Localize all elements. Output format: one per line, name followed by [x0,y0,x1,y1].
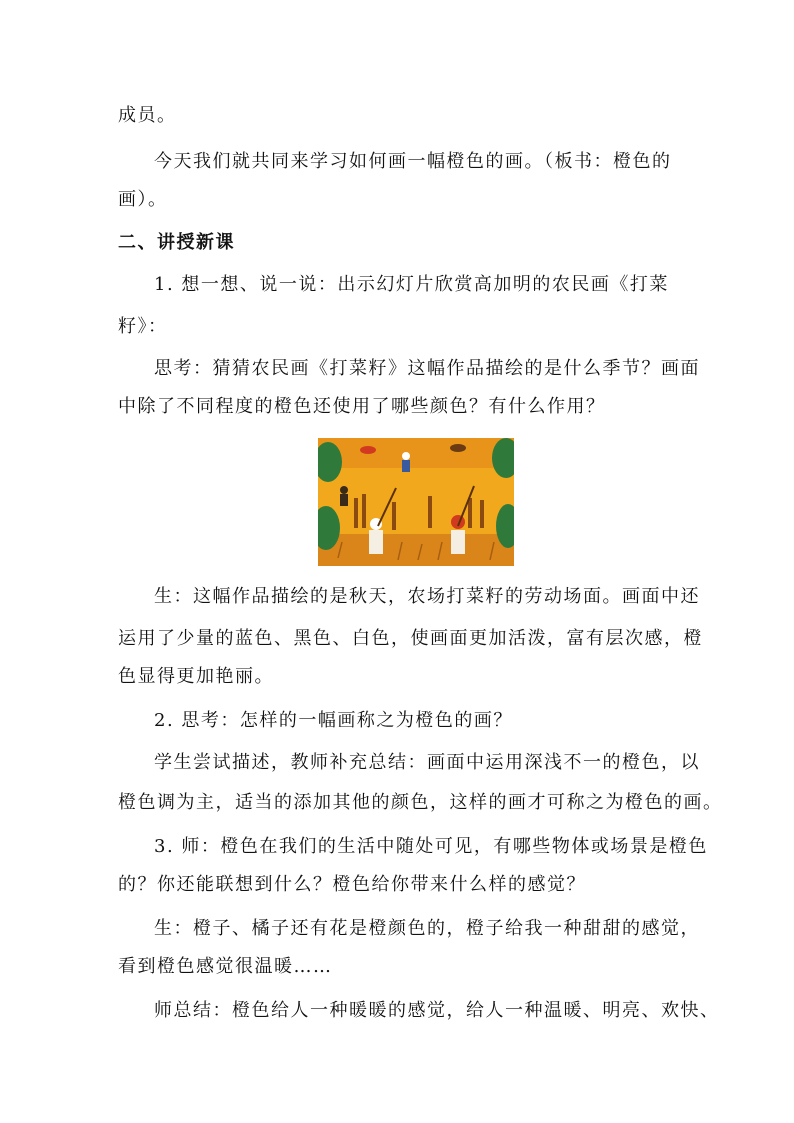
paragraph-line: 2. 思考：怎样的一幅画称之为橙色的画？ [154,710,513,731]
paragraph-line: 师总结：橙色给人一种暖暖的感觉，给人一种温暖、明亮、欢快、 [154,1000,720,1021]
paragraph-line: 3. 师：橙色在我们的生活中随处可见，有哪些物体或场景是橙色 [154,836,708,857]
paragraph-line: 橙色调为主，适当的添加其他的颜色，这样的画才可称之为橙色的画。 [118,792,723,813]
paragraph-line: 看到橙色感觉很温暖…… [118,956,333,977]
paragraph-line: 生：这幅作品描绘的是秋天，农场打菜籽的劳动场面。画面中还 [154,586,700,607]
paragraph-line: 1. 想一想、说一说：出示幻灯片欣赏高加明的农民画《打菜 [154,274,669,295]
paragraph-line: 的？你还能联想到什么？橙色给你带来什么样的感觉？ [118,874,586,895]
paragraph-line: 思考：猜猜农民画《打菜籽》这幅作品描绘的是什么季节？画面 [154,358,700,379]
paragraph-line: 运用了少量的蓝色、黑色、白色，使画面更加活泼，富有层次感，橙 [118,628,703,649]
paragraph-line: 今天我们就共同来学习如何画一幅橙色的画。（板书：橙色的 [154,151,672,172]
paragraph-line: 画）。 [118,189,168,210]
section-heading: 二、讲授新课 [118,232,235,253]
folk-painting-image [318,438,514,566]
paragraph-line: 成员。 [118,105,177,126]
paragraph-line: 色显得更加艳丽。 [118,666,274,687]
paragraph-line: 中除了不同程度的橙色还使用了哪些颜色？有什么作用？ [118,396,606,417]
painting-illustration [318,438,514,566]
paragraph-line: 生：橙子、橘子还有花是橙颜色的，橙子给我一种甜甜的感觉， [154,918,700,939]
paragraph-line: 籽》： [118,316,168,337]
paragraph-line: 学生尝试描述，教师补充总结：画面中运用深浅不一的橙色，以 [154,752,700,773]
